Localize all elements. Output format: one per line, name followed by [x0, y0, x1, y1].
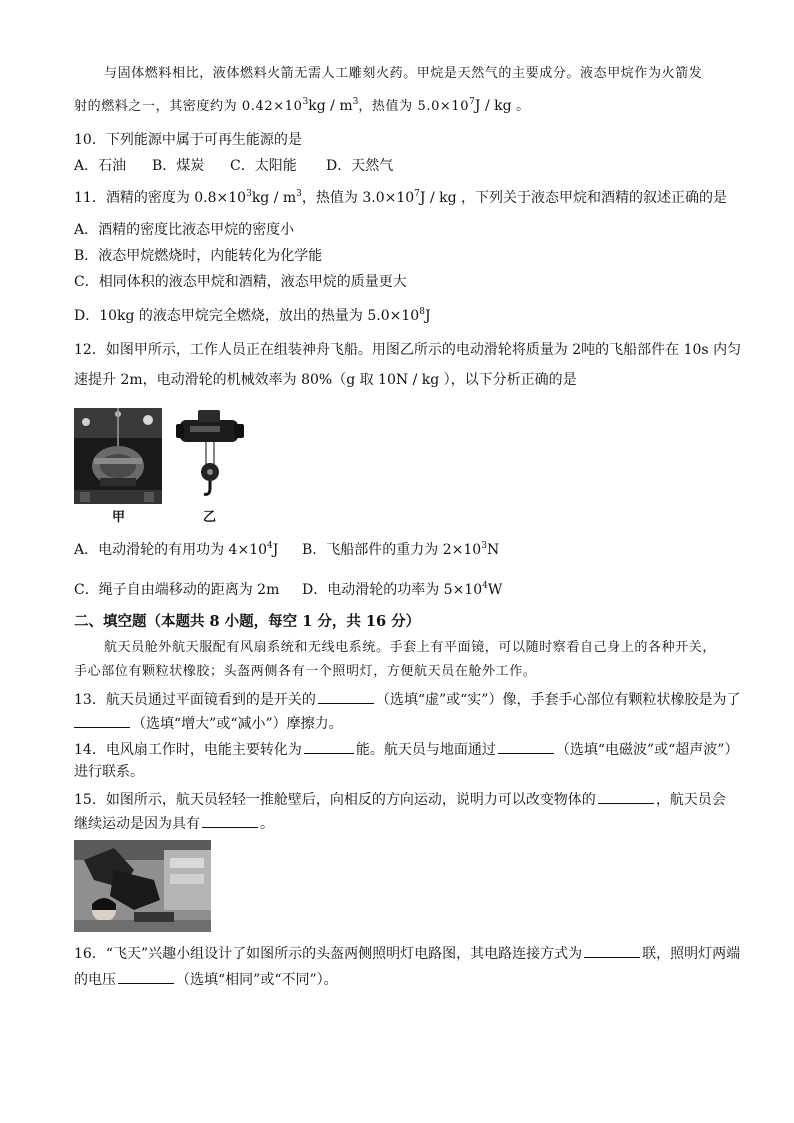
exponent: 4	[267, 541, 273, 551]
option-c: C．太阳能	[230, 158, 297, 174]
question-11-option-d	[74, 306, 431, 326]
section-2-title: 二、填空题（本题共 8 小题，每空 1 分，共 16 分）	[74, 613, 421, 630]
answer-blank[interactable]	[318, 688, 374, 704]
figure-yi-caption: 乙	[203, 510, 217, 525]
unit: J / kg 。	[474, 98, 531, 114]
stem-text: 16．“飞天”兴趣小组设计了如图所示的头盔两侧照明灯电路图，其电路连接方式为	[74, 946, 583, 962]
question-12-options-ab	[74, 540, 499, 560]
stem-text: 13．航天员通过平面镜看到的是开关的	[74, 692, 316, 708]
stem-text: 继续运动是因为具有	[74, 816, 200, 832]
unit: N	[486, 542, 500, 558]
stem-text: （选填“虚”或“实”）像，手套手心部位有颗粒状橡胶是为了	[375, 692, 741, 708]
question-12-options-cd	[74, 580, 502, 600]
option-text: B．飞船部件的重力为 2×10	[302, 542, 482, 558]
question-15-line-1	[74, 788, 726, 810]
astronaut-photo	[74, 840, 211, 932]
stem-text: （选填“增大”或“减小”）摩擦力。	[132, 716, 343, 732]
stem-text: （选填“电磁波”或“超声波”）	[555, 742, 739, 758]
question-12-stem-line-1: 12．如图甲所示，工作人员正在组装神舟飞船。用图乙所示的电动滑轮将质量为 2吨的飞船部件在 10s 内匀	[74, 342, 742, 358]
unit: W	[487, 582, 503, 598]
exponent: 7	[414, 189, 420, 199]
question-10-stem: 10．下列能源中属于可再生能源的是	[74, 132, 302, 148]
answer-blank[interactable]	[584, 942, 640, 958]
stem-text: 。	[260, 816, 274, 832]
option-text: A．电动滑轮的有用功为 4×10	[74, 542, 268, 558]
question-14-line-1	[74, 738, 738, 760]
stem-text: ，航天员会	[655, 792, 726, 808]
answer-blank[interactable]	[598, 788, 654, 804]
question-13-line-1	[74, 688, 740, 710]
stem-text: （选填“相同”或“不同”）。	[176, 972, 338, 988]
passage-line-1	[104, 64, 702, 84]
answer-blank[interactable]	[202, 812, 258, 828]
question-12-stem-line-2: 速提升 2m，电动滑轮的机械效率为 80%（g 取 10N / kg ），以下分析正确的是	[74, 372, 577, 388]
option-text: D．电动滑轮的功率为 5×10	[302, 582, 483, 598]
question-11-option-b: B．液态甲烷燃烧时，内能转化为化学能	[74, 248, 323, 264]
answer-blank[interactable]	[304, 738, 354, 754]
option-d	[302, 580, 502, 600]
passage-text: 射的燃料之一，其密度约为 0.42×10	[74, 99, 303, 114]
passage-text: ，热值为 5.0×10	[358, 99, 470, 114]
unit: J	[272, 542, 279, 558]
stem-text: 能。航天员与地面通过	[355, 742, 496, 758]
section-2-passage-line-1: 航天员舱外航天服配有风扇系统和无线电系统。手套上有平面镜，可以随时察看自己身上的各种开关，	[104, 640, 717, 655]
unit: kg / m	[251, 190, 297, 206]
exponent: 3	[296, 189, 302, 199]
section-2-passage-line-2: 手心部位有颗粒状橡胶；头盔两侧各有一个照明灯，方便航天员在舱外工作。	[74, 664, 537, 679]
question-11-option-c: C．相同体积的液态甲烷和酒精，液态甲烷的质量更大	[74, 274, 407, 290]
option-b: B．煤炭	[152, 158, 205, 174]
figure-jia-photo	[74, 408, 162, 504]
figure-yi-hoist	[176, 406, 246, 502]
exponent: 3	[352, 97, 359, 107]
question-16-line-2	[74, 968, 338, 990]
question-14-line-2: 进行联系。	[74, 764, 144, 780]
stem-text: 14．电风扇工作时，电能主要转化为	[74, 742, 302, 758]
exponent: 3	[481, 541, 487, 551]
option-a: A．石油	[74, 158, 127, 174]
stem-text: 15．如图所示，航天员轻轻一推舱壁后，向相反的方向运动，说明力可以改变物体的	[74, 792, 596, 808]
figure-jia-caption: 甲	[112, 510, 126, 525]
option-b	[302, 540, 499, 560]
option-d: D．天然气	[326, 158, 394, 174]
answer-blank[interactable]	[118, 968, 174, 984]
option-text: D．10kg 的液态甲烷完全燃烧，放出的热量为 5.0×10	[74, 308, 420, 324]
stem-text: ，热值为 3.0×10	[301, 190, 415, 206]
exponent: 7	[469, 97, 475, 107]
stem-text: 的电压	[74, 972, 116, 988]
stem-text: 11．酒精的密度为 0.8×10	[74, 190, 247, 206]
exponent: 8	[419, 307, 425, 317]
unit: kg / m	[308, 98, 353, 114]
option-a	[74, 540, 302, 560]
unit: J	[424, 308, 431, 324]
question-15-line-2	[74, 812, 274, 834]
answer-blank[interactable]	[498, 738, 554, 754]
exponent: 3	[246, 189, 252, 199]
stem-text: J / kg ，下列关于液态甲烷和酒精的叙述正确的是	[419, 190, 728, 206]
question-10-options	[74, 156, 393, 176]
question-13-line-2	[74, 712, 343, 734]
passage-text: 与固体燃料相比，液体燃料火箭无需人工雕刻火药。甲烷是天然气的主要成分。液态甲烷作为火箭发	[104, 66, 703, 81]
passage-line-2	[74, 96, 530, 117]
question-16-line-1	[74, 942, 740, 964]
answer-blank[interactable]	[74, 712, 130, 728]
question-11-option-a: A．酒精的密度比液态甲烷的密度小	[74, 222, 295, 238]
question-11-stem	[74, 188, 727, 208]
exponent: 3	[302, 97, 309, 107]
option-c: C．绳子自由端移动的距离为 2m	[74, 582, 280, 598]
stem-text: 联，照明灯两端	[642, 946, 741, 962]
exponent: 4	[482, 581, 488, 591]
